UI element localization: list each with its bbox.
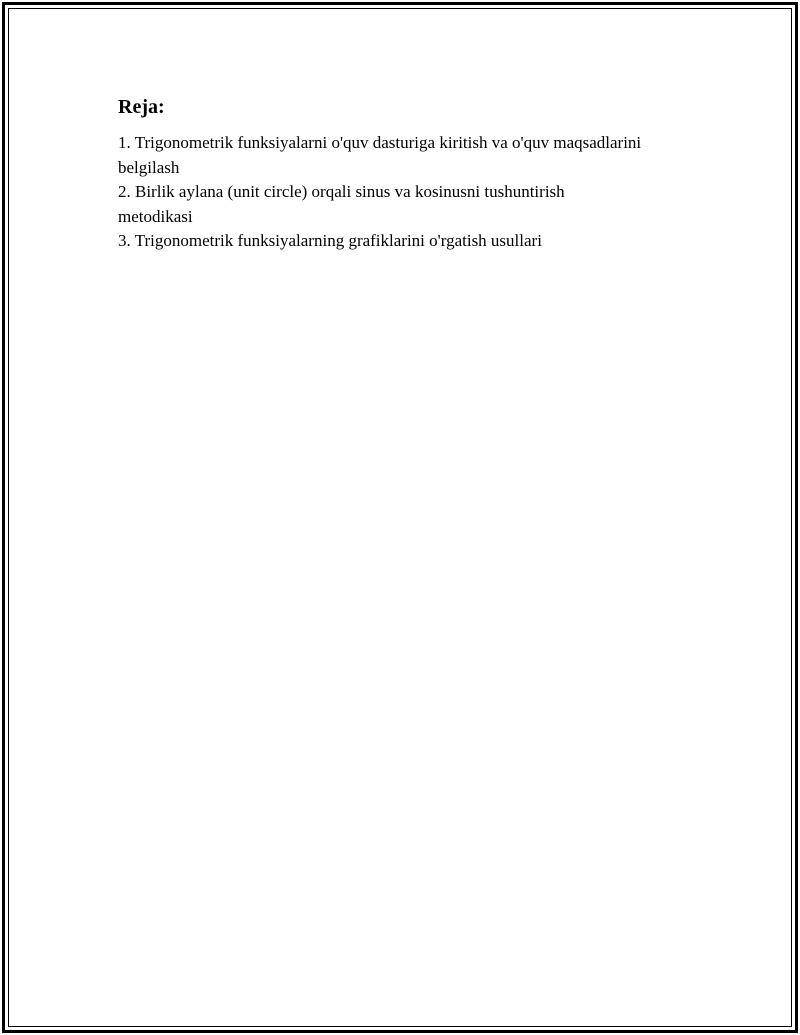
plan-item-2: 2. Birlik aylana (unit circle) orqali sinus va kosinusni tushuntirish metodikasi [118,182,565,226]
plan-heading: Reja: [118,96,165,118]
plan-list [118,131,698,254]
plan-item-1: 1. Trigonometrik funksiyalarni o'quv dasturiga kiritish va o'quv maqsadlarini belgilash [118,133,642,177]
plan-item-3: 3. Trigonometrik funksiyalarning grafiklarini o'rgatish usullari [118,231,542,250]
document-body [118,95,698,254]
